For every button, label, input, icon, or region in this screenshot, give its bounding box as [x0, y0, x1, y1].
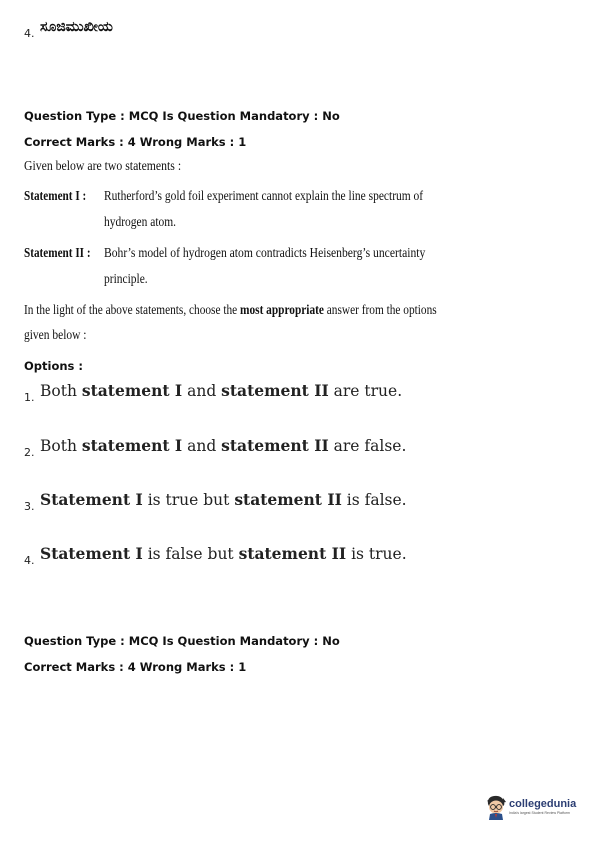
instruction-post: answer from the options	[323, 303, 437, 318]
question-marks-line: Correct Marks : 4 Wrong Marks : 1	[24, 135, 247, 149]
statement-2-label: Statement II :	[24, 246, 91, 261]
student-mascot-icon	[485, 794, 507, 820]
statement-1-text-line1: Rutherford’s gold foil experiment cannot explain the line spectrum of	[104, 189, 424, 204]
option-text-part: are false.	[328, 437, 407, 455]
next-question-marks-line: Correct Marks : 4 Wrong Marks : 1	[24, 660, 247, 674]
option-text	[40, 490, 407, 509]
option-text	[40, 381, 402, 400]
option-number: 1.	[24, 391, 35, 404]
option-text-bold: Statement I	[40, 490, 143, 509]
question-intro: Given below are two statements :	[24, 159, 182, 174]
option-text	[40, 544, 407, 563]
options-label: Options :	[24, 359, 83, 373]
option-text-part: Both	[40, 382, 82, 400]
question-type-line: Question Type : MCQ Is Question Mandatory : No	[24, 109, 340, 123]
option-text-bold: statement I	[81, 381, 183, 400]
option-text-part: and	[182, 382, 222, 400]
option-text	[40, 436, 406, 455]
question-instruction	[24, 302, 437, 320]
statement-2-text-line2: principle.	[104, 272, 148, 287]
option-text-part: is false.	[341, 491, 407, 509]
instruction-pre: In the light of the above statements, choose the	[24, 303, 241, 318]
option-text-bold: statement II	[221, 436, 329, 455]
option-text-part: is true.	[346, 545, 407, 563]
option-text-part: Both	[40, 437, 82, 455]
statement-1-label: Statement I :	[24, 189, 87, 204]
option-text-bold: Statement I	[40, 544, 143, 563]
option-text-part: are true.	[328, 382, 403, 400]
option-number: 3.	[24, 500, 35, 513]
next-question-type-line: Question Type : MCQ Is Question Mandatory : No	[24, 634, 340, 648]
option-text-bold: statement I	[81, 436, 183, 455]
statement-2-text-line1: Bohr’s model of hydrogen atom contradicts Heisenberg’s uncertainty	[104, 246, 426, 261]
logo-tagline: India's largest Student Review Platform	[509, 811, 570, 815]
statement-1-text-line2: hydrogen atom.	[104, 215, 177, 230]
option-text-bold: statement II	[234, 490, 342, 509]
prev-option-number: 4.	[24, 27, 35, 40]
option-number: 4.	[24, 554, 35, 567]
option-text-bold: statement II	[221, 381, 329, 400]
question-instruction-line2: given below :	[24, 328, 87, 343]
prev-option-text: ಸೂಜಿಮುಖೀಯ	[40, 19, 113, 35]
collegedunia-logo	[485, 794, 576, 820]
logo-wordmark: collegedunia	[509, 798, 577, 810]
option-text-part: and	[182, 437, 222, 455]
option-text-bold: statement II	[238, 544, 347, 563]
option-text-part: is false but	[142, 545, 239, 563]
option-number: 2.	[24, 446, 35, 459]
instruction-bold: most appropriate	[240, 303, 324, 318]
option-text-part: is true but	[142, 491, 235, 509]
